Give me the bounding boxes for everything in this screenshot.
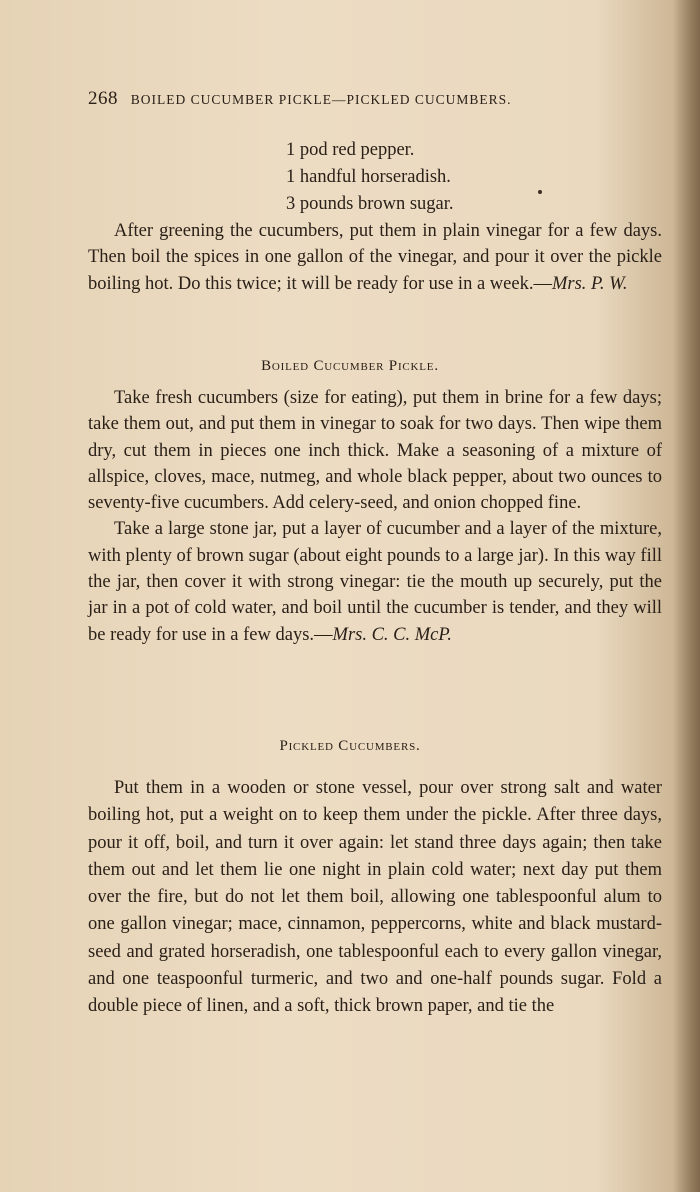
section-pickled-cucumbers [88, 775, 662, 1021]
intro-signature: Mrs. P. W. [551, 273, 628, 294]
ingredient-line: 3 pounds brown sugar. [286, 194, 454, 214]
page-number: 268 [88, 88, 118, 109]
ingredient-line: 1 pod red pepper. [286, 140, 415, 160]
intro-paragraph [88, 218, 662, 297]
ink-speck [538, 190, 542, 194]
intro-text: After greening the cucumbers, put them in plain vinegar for a few days. Then boil the spices in one gallon of the vinegar, and pour it over the pickle boiling hot. Do this twice; it will be ready for use in a week.— [88, 221, 662, 294]
body-paragraph: Take fresh cucumbers (size for eating), put them in brine for a few days; take them out, and put them in vinegar to soak for two days. Then wipe them dry, cut them in pieces one inch thick. Make a seasoning of a mixture of allspice, cloves, mace, nutmeg, and whole black pepper, about two ounces to seventy-five cucumbers. Add celery-seed, and onion chopped fine. [88, 388, 662, 514]
body-paragraph: Take a large stone jar, put a layer of cucumber and a layer of the mixture, with plenty of brown sugar (about eight pounds to a large jar). In this way fill the jar, then cover it with strong vinegar: tie the mouth up securely, put the jar in a pot of cold water, and boil until the cucumber is tender, and they will be ready for use in a few days.— [88, 519, 662, 645]
section1-signature: Mrs. C. C. McP. [332, 624, 452, 645]
section-heading-pickled-cucumbers: Pickled Cucumbers. [279, 738, 421, 754]
section-heading-boiled-cucumber-pickle: Boiled Cucumber Pickle. [261, 358, 439, 374]
section-boiled-cucumber-pickle [88, 385, 662, 648]
running-title: BOILED CUCUMBER PICKLE—PICKLED CUCUMBERS. [130, 92, 512, 107]
body-paragraph: Put them in a wooden or stone vessel, pour over strong salt and water boiling hot, put a weight on to keep them under the pickle. After three days, pour it off, boil, and turn it over again: let stand three days again; then take them out and let them lie one night in plain cold water; next day put them over the fire, but do not let them boil, allowing one tablespoonful alum to one gallon vinegar; mace, cinnamon, peppercorns, white and black mustard-seed and grated horseradish, one tablespoonful each to every gallon vinegar, and one teaspoonful turmeric, and two and one-half pounds sugar. Fold a double piece of linen, and a soft, thick brown paper, and tie the [88, 778, 662, 1017]
page-gutter-shadow [674, 0, 700, 1192]
ingredient-line: 1 handful horseradish. [286, 167, 451, 187]
ingredient-list [286, 137, 454, 218]
page-header [88, 88, 618, 110]
